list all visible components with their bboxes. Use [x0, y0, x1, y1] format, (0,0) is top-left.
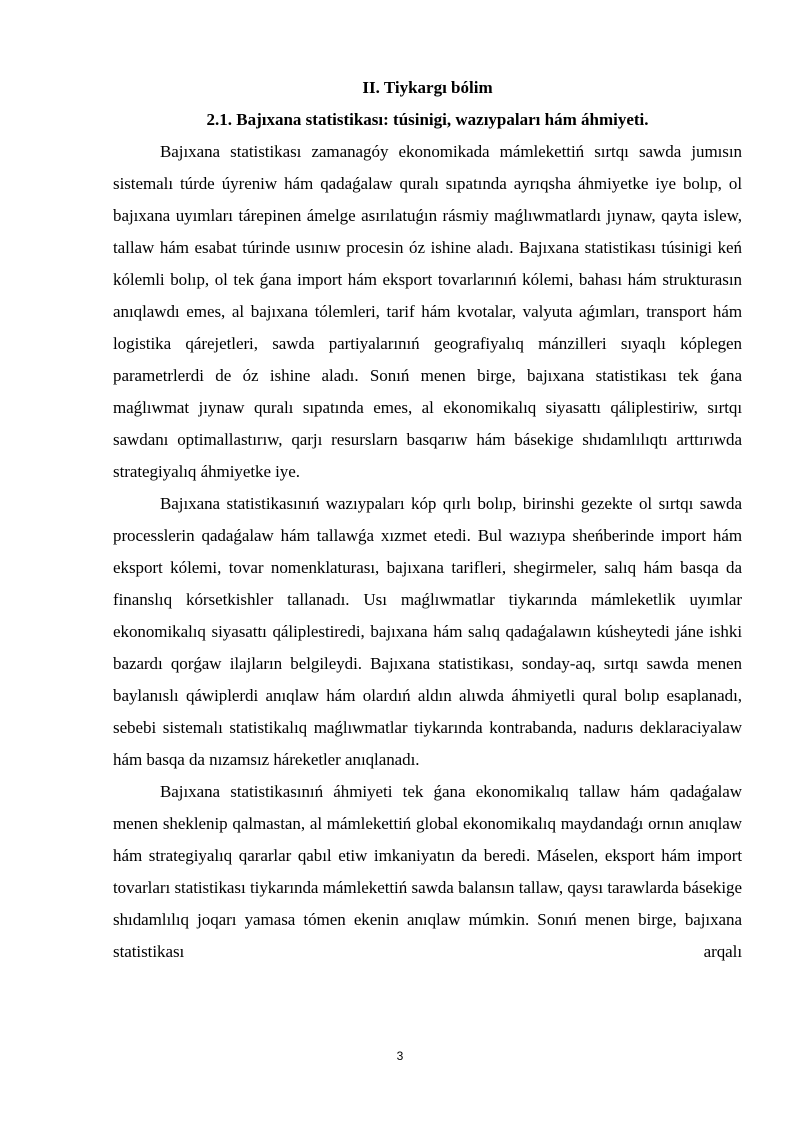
body-paragraph: Bajıxana statistikasınıń wazıypaları kóp qırlı bolıp, birinshi gezekte ol sırtqı sawda processlerin qadaǵalaw hám tallawǵa xızmet etedi. Bul wazıypa sheńberinde import hám eksport kólemi, tovar nomenklaturası, bajıxana tarifleri, shegirmeler, salıq hám basqa da finanslıq kórsetkishler tallanadı. Usı maǵlıwmatlar tiykarında mámleketlik uyımlar ekonomikalıq siyasattı qáliplestiredi, bajıxana hám salıq qadaǵalawın kúsheytedi jáne ishki bazardı qorǵaw ilajların belgileydi. Bajıxana statistikası, sonday-aq, sırtqı sawda menen baylanıslı qáwiplerdi anıqlaw hám olardıń aldın alıwda áhmiyetli qural bolıp esaplanadı, sebebi sistemalı statistikalıq maǵlıwmatlar tiykarında kontrabanda, nadurıs deklaraciyalaw hám basqa da nızamsız háreketler anıqlanadı.	[113, 494, 742, 769]
body-paragraph: Bajıxana statistikası zamanagóy ekonomikada mámlekettiń sırtqı sawda jumısın sistemalı túrde úyreniw hám qadaǵalaw quralı sıpatında ayrıqsha áhmiyetke iye bolıp, ol bajıxana uyımları tárepinen ámelge asırılatuǵın rásmiy maǵlıwmatlardı jıynaw, qayta islew, tallaw hám esabat túrinde usınıw procesin óz ishine aladı. Bajıxana statistikası túsinigi keń kólemli bolıp, ol tek ǵana import hám eksport tovarlarınıń kólemi, bahası hám strukturasın anıqlawdı emes, al bajıxana tólemleri, tarif hám kvotalar, valyuta aǵımları, transport hám logistika qárejetleri, sawda partiyalarınıń geografiyalıq mánzilleri sıyaqlı kóplegen parametrlerdi de óz ishine aladı. Sonıń menen birge, bajıxana statistikası tek ǵana maǵlıwmat jıynaw quralı sıpatında emes, al ekonomikalıq siyasattı qáliplestiriw, sırtqı sawdanı optimallastırıw, qarjı resurslarn basqarıw hám básekige shıdamlılıqtı arttırıwda strategiyalıq áhmiyetke iye.	[113, 142, 742, 481]
paragraph-clip	[113, 776, 742, 961]
subsection-title: 2.1. Bajıxana statistikası: túsinigi, wazıypaları hám áhmiyeti.	[206, 110, 649, 129]
body-paragraph: Bajıxana statistikasınıń áhmiyeti tek ǵana ekonomikalıq tallaw hám qadaǵalaw menen sheklenip qalmastan, al mámlekettiń global ekonomikalıq maydandaǵı ornın anıqlaw hám strategiyalıq qararlar qabıl etiw imkaniyatın da beredi. Máselen, eksport hám import tovarları statistikası tiykarında mámlekettiń sawda balansın tallaw, qaysı tarawlarda básekige shıdamlılıq joqarı yamasa tómen ekenin anıqlaw múmkin. Sonıń menen birge, bajıxana statistikası arqalı	[113, 782, 742, 961]
page-number: 3	[396, 1049, 404, 1063]
document-page	[113, 72, 742, 961]
section-title: II. Tiykargı bólim	[362, 78, 493, 97]
